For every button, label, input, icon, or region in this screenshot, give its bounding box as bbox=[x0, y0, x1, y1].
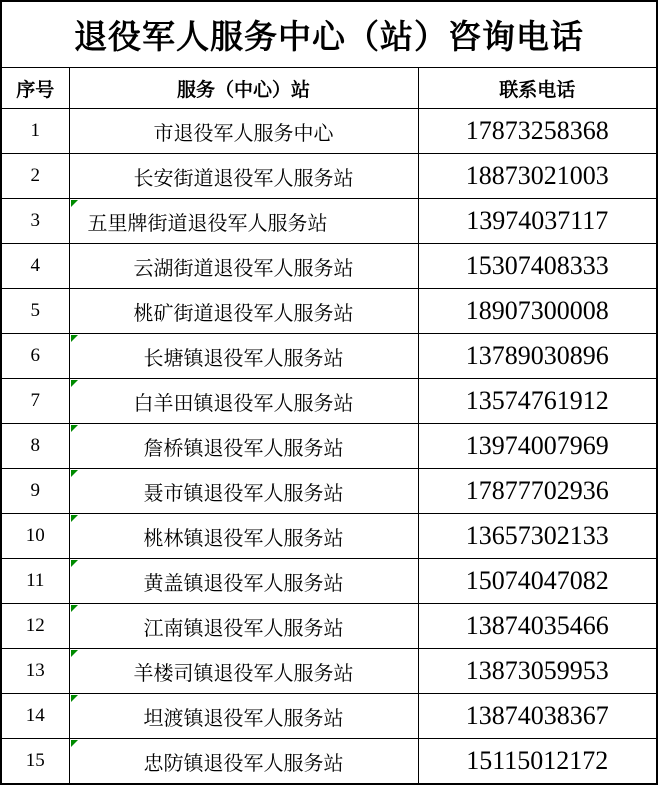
error-flag-triangle-icon bbox=[71, 470, 78, 477]
error-flag-triangle-icon bbox=[71, 650, 78, 657]
error-flag-triangle-icon bbox=[71, 560, 78, 567]
row-number-cell[interactable]: 1 bbox=[1, 109, 69, 154]
row-number-cell[interactable]: 8 bbox=[1, 424, 69, 469]
phone-number-cell[interactable]: 13874038367 bbox=[418, 694, 657, 739]
table-row bbox=[1, 469, 657, 514]
table-row bbox=[1, 109, 657, 154]
table-row bbox=[1, 199, 657, 244]
table-row bbox=[1, 694, 657, 739]
row-number-cell[interactable]: 14 bbox=[1, 694, 69, 739]
error-flag-triangle-icon bbox=[71, 335, 78, 342]
error-flag-triangle-icon bbox=[71, 200, 78, 207]
phone-number-cell[interactable]: 15115012172 bbox=[418, 739, 657, 785]
station-name-cell[interactable] bbox=[69, 244, 418, 289]
station-name-cell[interactable] bbox=[69, 604, 418, 649]
station-name-cell[interactable] bbox=[69, 334, 418, 379]
phone-number-cell[interactable]: 13574761912 bbox=[418, 379, 657, 424]
station-name: 桃矿街道退役军人服务站 bbox=[133, 302, 354, 325]
error-flag-triangle-icon bbox=[71, 695, 78, 702]
station-name: 五里牌街道退役军人服务站 bbox=[87, 212, 328, 235]
phone-number-cell[interactable]: 17877702936 bbox=[418, 469, 657, 514]
phone-number-cell[interactable]: 13873059953 bbox=[418, 649, 657, 694]
row-number-cell[interactable]: 6 bbox=[1, 334, 69, 379]
table-body bbox=[1, 109, 657, 785]
row-number-cell[interactable]: 4 bbox=[1, 244, 69, 289]
station-name-cell[interactable] bbox=[69, 469, 418, 514]
station-name-cell[interactable] bbox=[69, 649, 418, 694]
phone-number-cell[interactable]: 13974007969 bbox=[418, 424, 657, 469]
table-row bbox=[1, 559, 657, 604]
phone-number-cell[interactable]: 17873258368 bbox=[418, 109, 657, 154]
station-name-cell[interactable] bbox=[69, 559, 418, 604]
row-number-cell[interactable]: 2 bbox=[1, 154, 69, 199]
station-name: 忠防镇退役军人服务站 bbox=[143, 752, 344, 775]
row-number-cell[interactable]: 11 bbox=[1, 559, 69, 604]
station-name-cell[interactable] bbox=[69, 379, 418, 424]
title-row bbox=[1, 1, 657, 68]
station-name: 白羊田镇退役军人服务站 bbox=[133, 392, 354, 415]
station-name-cell[interactable] bbox=[69, 154, 418, 199]
error-flag-triangle-icon bbox=[71, 740, 78, 747]
table-row bbox=[1, 514, 657, 559]
station-name-cell[interactable] bbox=[69, 109, 418, 154]
table-row bbox=[1, 739, 657, 785]
station-name-cell[interactable] bbox=[69, 514, 418, 559]
station-name: 坦渡镇退役军人服务站 bbox=[143, 707, 344, 730]
row-number-cell[interactable]: 15 bbox=[1, 739, 69, 785]
row-number-cell[interactable]: 10 bbox=[1, 514, 69, 559]
row-number-cell[interactable]: 9 bbox=[1, 469, 69, 514]
column-header-phone: 联系电话 bbox=[418, 68, 657, 109]
error-flag-triangle-icon bbox=[71, 515, 78, 522]
row-number-cell[interactable]: 3 bbox=[1, 199, 69, 244]
station-name: 聂市镇退役军人服务站 bbox=[143, 482, 344, 505]
station-name: 市退役军人服务中心 bbox=[153, 122, 334, 145]
phone-number-cell[interactable]: 13874035466 bbox=[418, 604, 657, 649]
phone-number-cell[interactable]: 13974037117 bbox=[418, 199, 657, 244]
error-flag-triangle-icon bbox=[71, 380, 78, 387]
phone-number-cell[interactable]: 15307408333 bbox=[418, 244, 657, 289]
phone-number-cell[interactable]: 18873021003 bbox=[418, 154, 657, 199]
page-title: 退役军人服务中心（站）咨询电话 bbox=[1, 1, 657, 68]
phone-number-cell[interactable]: 13657302133 bbox=[418, 514, 657, 559]
table-row bbox=[1, 379, 657, 424]
station-name: 黄盖镇退役军人服务站 bbox=[143, 572, 344, 595]
station-name-cell[interactable] bbox=[69, 199, 418, 244]
column-header-no: 序号 bbox=[1, 68, 69, 109]
station-name: 长塘镇退役军人服务站 bbox=[143, 347, 344, 370]
header-row bbox=[1, 68, 657, 109]
table-row bbox=[1, 649, 657, 694]
station-name: 江南镇退役军人服务站 bbox=[143, 617, 344, 640]
station-name: 桃林镇退役军人服务站 bbox=[143, 527, 344, 550]
phone-number-cell[interactable]: 13789030896 bbox=[418, 334, 657, 379]
row-number-cell[interactable]: 7 bbox=[1, 379, 69, 424]
table-row bbox=[1, 289, 657, 334]
table-row bbox=[1, 424, 657, 469]
station-name-cell[interactable] bbox=[69, 289, 418, 334]
station-name: 云湖街道退役军人服务站 bbox=[133, 257, 354, 280]
table-row bbox=[1, 334, 657, 379]
station-name-cell[interactable] bbox=[69, 739, 418, 785]
phone-number-cell[interactable]: 18907300008 bbox=[418, 289, 657, 334]
row-number-cell[interactable]: 12 bbox=[1, 604, 69, 649]
station-name-cell[interactable] bbox=[69, 424, 418, 469]
phone-number-cell[interactable]: 15074047082 bbox=[418, 559, 657, 604]
station-name: 长安街道退役军人服务站 bbox=[133, 167, 354, 190]
row-number-cell[interactable]: 5 bbox=[1, 289, 69, 334]
error-flag-triangle-icon bbox=[71, 425, 78, 432]
row-number-cell[interactable]: 13 bbox=[1, 649, 69, 694]
station-name: 詹桥镇退役军人服务站 bbox=[143, 437, 344, 460]
table-row bbox=[1, 604, 657, 649]
station-name: 羊楼司镇退役军人服务站 bbox=[133, 662, 354, 685]
error-flag-triangle-icon bbox=[71, 605, 78, 612]
column-header-station: 服务（中心）站 bbox=[69, 68, 418, 109]
station-name-cell[interactable] bbox=[69, 694, 418, 739]
table-row bbox=[1, 154, 657, 199]
table-row bbox=[1, 244, 657, 289]
